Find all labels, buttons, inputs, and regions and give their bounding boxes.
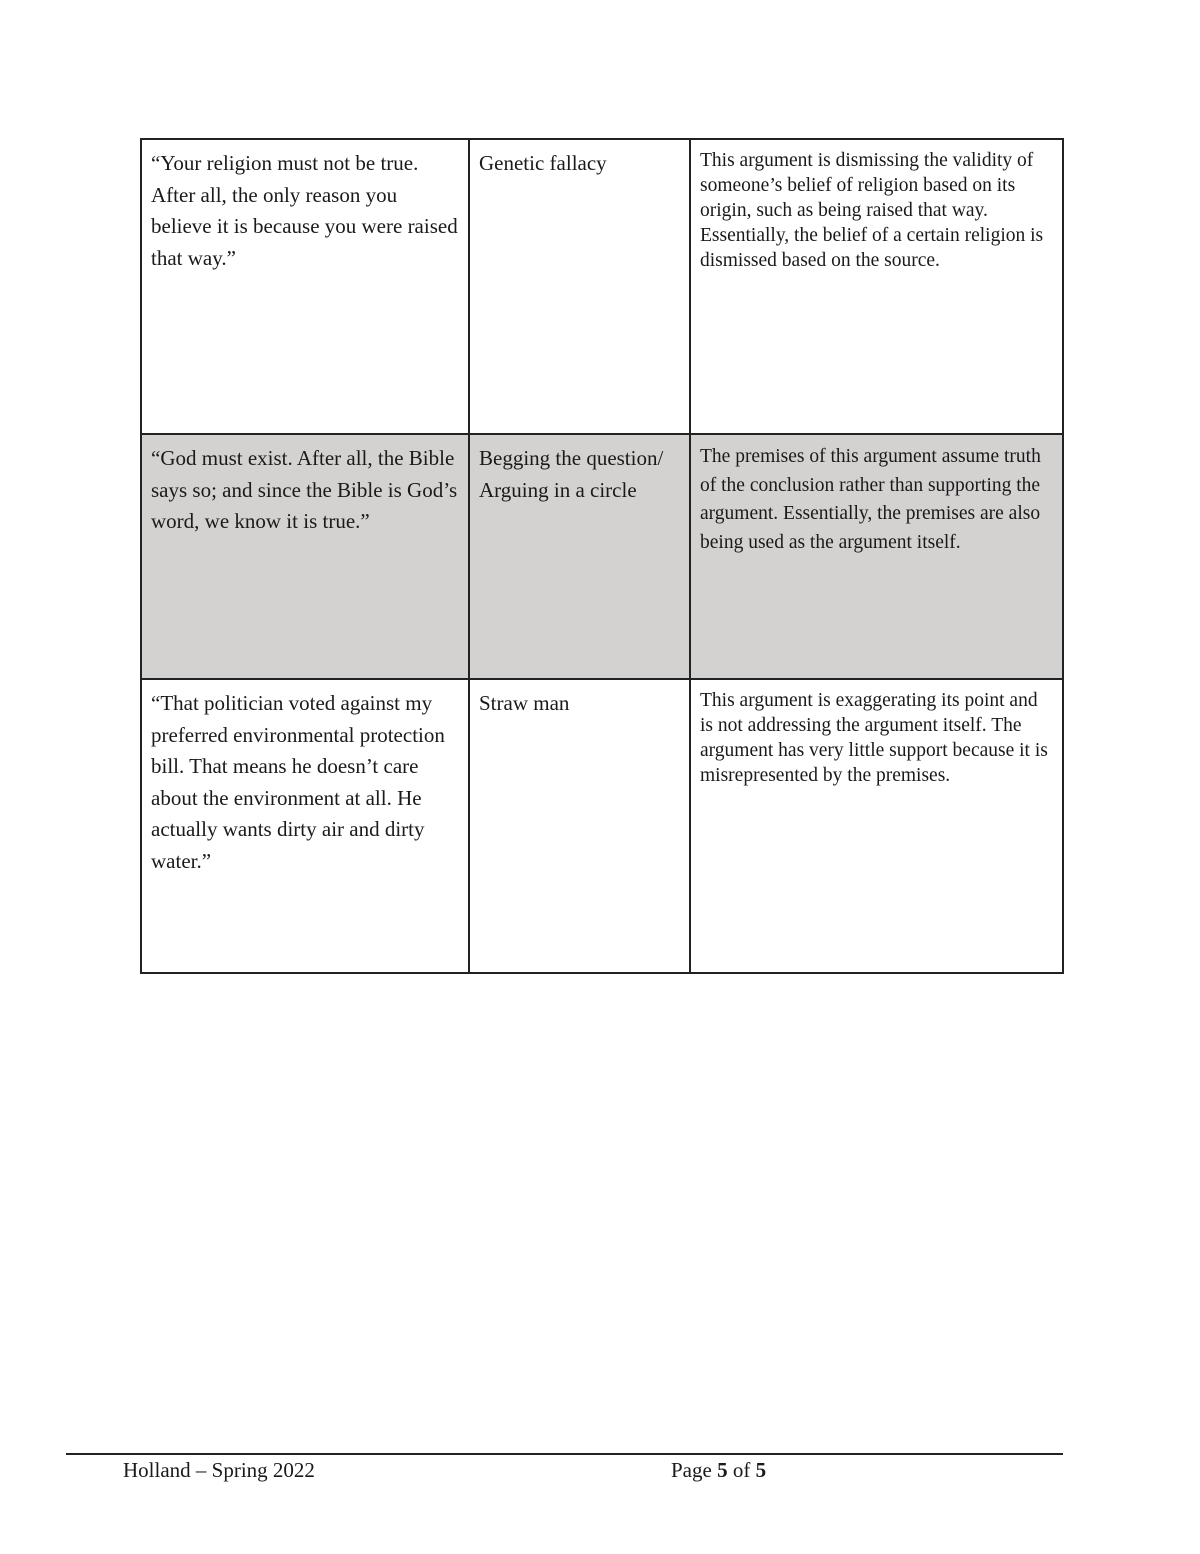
fallacy-name-text: Genetic fallacy [479,151,607,175]
example-cell [141,434,469,679]
example-text: “That politician voted against my preferred environmental protection bill. That means he doesn’t care about the environment at all. He actually wants dirty air and dirty water.” [151,691,451,873]
footer-author-term: Holland – Spring 2022 [123,1458,315,1482]
fallacy-name-cell [469,679,690,973]
fallacy-name-text: Straw man [479,691,570,715]
explanation-text: This argument is exaggerating its point and is not addressing the argument itself. The argument has very little support because it is misrepresented by the premises. [700,690,1053,786]
explanation-cell [690,139,1063,434]
example-text: “God must exist. After all, the Bible says so; and since the Bible is God’s word, we know it is true.” [151,446,463,533]
page-total: 5 [755,1458,767,1482]
explanation-cell [690,434,1063,679]
footer-divider [66,1453,1063,1455]
page-of: of [727,1458,756,1482]
explanation-text: This argument is dismissing the validity of someone’s belief of religion based on its origin, such as being raised that way. Essentially, the belief of a certain religion is dismissed based on the source. [700,150,1048,271]
fallacy-name-cell [469,434,690,679]
example-text: “Your religion must not be true. After all, the only reason you believe it is because you were raised that way.” [151,151,463,270]
table-row [141,679,1063,973]
example-cell [141,139,469,434]
fallacy-name-cell [469,139,690,434]
explanation-cell [690,679,1063,973]
page-number [671,1457,766,1483]
page-prefix: Page [671,1458,718,1482]
example-cell [141,679,469,973]
explanation-text: The premises of this argument assume truth of the conclusion rather than supporting the argument. Essentially, the premises are also being used as the argument itself. [700,446,1046,553]
table-row [141,139,1063,434]
page-current: 5 [717,1458,728,1482]
fallacy-table [140,138,1064,974]
table-row [141,434,1063,679]
fallacy-name-text: Begging the question/ Arguing in a circle [479,446,668,502]
